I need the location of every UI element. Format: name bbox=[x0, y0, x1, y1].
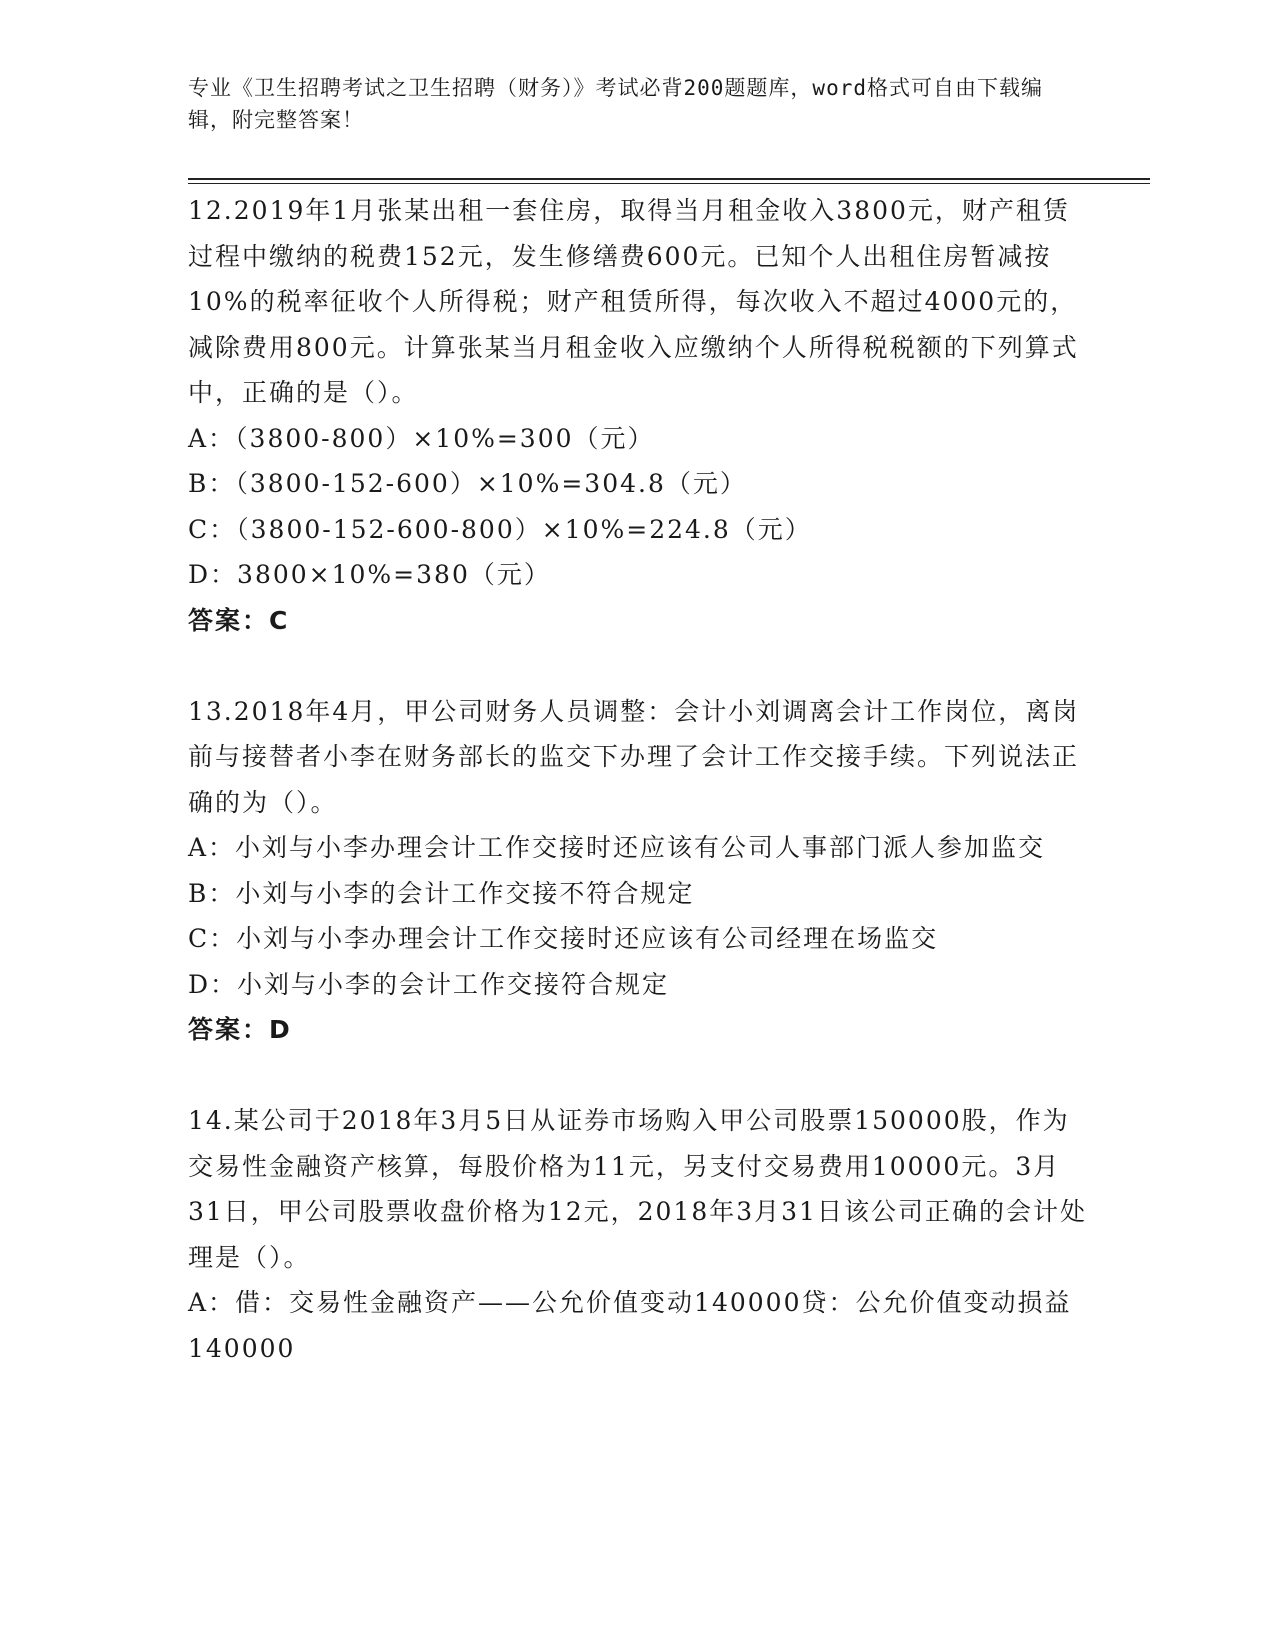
option-d: D：3800×10%=380（元） bbox=[188, 560, 551, 589]
question-spacer bbox=[188, 1053, 1088, 1099]
option-a: A：（3800-800）×10%=300（元） bbox=[188, 423, 655, 453]
question-text: 12.2019年1月张某出租一套住房，取得当月租金收入3800元，财产租赁过程中缴纳的税费152元，发生修缮费600元。已知个人出租住房暂减按10%的税率征收个人所得税；财产租赁所得，每次收入不超过4000元的，减除费用800元。计算张某当月租金收入应缴纳个人所得税税额的下列算式中，正确的是（）。 bbox=[188, 196, 1079, 407]
option-c: C：小刘与小李办理会计工作交接时还应该有公司经理在场监交 bbox=[188, 924, 939, 953]
option-b: B：小刘与小李的会计工作交接不符合规定 bbox=[188, 878, 695, 908]
header-divider bbox=[188, 178, 1150, 180]
question-text: 13.2018年4月，甲公司财务人员调整：会计小刘调离会计工作岗位，离岗前与接替者小李在财务部长的监交下办理了会计工作交接手续。下列说法正确的为（）。 bbox=[188, 696, 1080, 817]
question-text: 14.某公司于2018年3月5日从证券市场购入甲公司股票150000股，作为交易性金融资产核算，每股价格为11元，另支付交易费用10000元。3月31日，甲公司股票收盘价格为12元，2018年3月31日该公司正确的会计处理是（）。 bbox=[188, 1106, 1087, 1272]
option-c: C：（3800-152-600-800）×10%=224.8（元） bbox=[188, 514, 812, 544]
option-a: A：借：交易性金融资产——公允价值变动140000贷：公允价值变动损益140000 bbox=[188, 1288, 1072, 1363]
document-header bbox=[188, 72, 1068, 136]
option-a: A：小刘与小李办理会计工作交接时还应该有公司人事部门派人参加监交 bbox=[188, 833, 1046, 862]
header-divider-thin bbox=[188, 183, 1150, 184]
question-13 bbox=[188, 689, 1088, 1053]
question-spacer bbox=[188, 643, 1088, 689]
answer-label: 答案：D bbox=[188, 1015, 292, 1044]
question-12 bbox=[188, 188, 1088, 643]
option-b: B：（3800-152-600）×10%=304.8（元） bbox=[188, 469, 747, 498]
header-title: 专业《卫生招聘考试之卫生招聘（财务）》考试必背200题题库，word格式可自由下载编辑，附完整答案！ bbox=[188, 76, 1043, 132]
option-d: D：小刘与小李的会计工作交接符合规定 bbox=[188, 969, 670, 999]
question-14 bbox=[188, 1098, 1088, 1371]
answer-label: 答案：C bbox=[188, 605, 290, 635]
question-list bbox=[188, 188, 1088, 1371]
